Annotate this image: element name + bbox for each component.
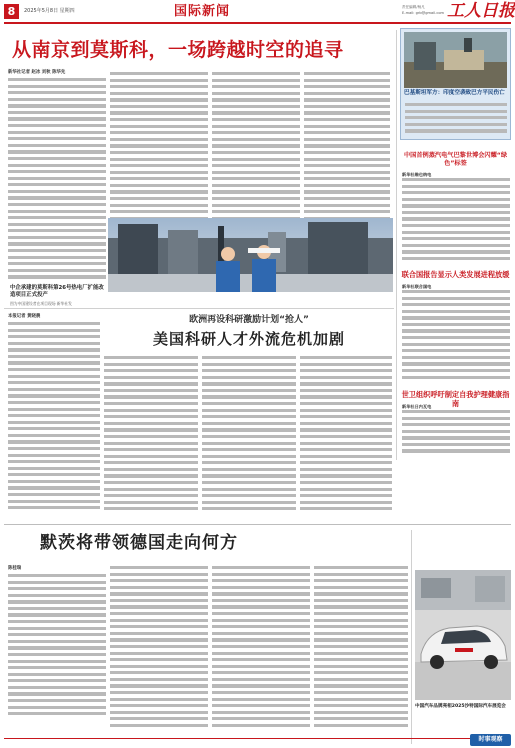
side-story-3-headline: 世卫组织呼吁制定自我护理健康指南 — [401, 390, 510, 408]
side-story-1-text — [402, 178, 510, 268]
middle-top-rule — [4, 308, 394, 309]
side-story-1-headline: 中国首例蒸汽电气巴黎世博会闪耀“绿色”标签 — [403, 152, 508, 167]
middle-kicker: 欧洲再设科研激励计划“抢人” — [189, 315, 309, 325]
side-story-3-text — [402, 410, 510, 456]
side-story-1-lead: 新华社维也纳电 — [402, 172, 432, 177]
editor-line: 责任编辑/杨凡 — [402, 5, 425, 9]
bottom-top-rule — [4, 524, 511, 525]
side-story-2-lead: 新华社联合国电 — [402, 284, 432, 289]
bottom-divider — [411, 530, 412, 744]
page-number: 8 — [7, 5, 16, 18]
middle-byline: 本报记者 黄晓晨 — [8, 314, 41, 319]
car-photo-caption: 中国汽车品牌亮相2025沙特国际汽车展览会 — [415, 704, 506, 709]
main-headline: 从南京到莫斯科，一场跨越时空的追寻 — [12, 39, 344, 61]
header-rule — [4, 22, 511, 24]
bottom-text-col-3 — [212, 566, 310, 736]
main-photo-credit: 图为中国建设者在项目现场 新华社发 — [10, 301, 72, 306]
section-name: 国际新闻 — [174, 4, 231, 19]
side-story-2-headline: 联合国报告显示人类发展进程放缓 — [401, 270, 510, 279]
main-byline: 新华社记者 赵冰 刘秋 陈华先 — [8, 70, 66, 75]
car-photo — [415, 570, 511, 700]
middle-headline: 美国科研人才外流危机加剧 — [152, 330, 345, 348]
right-top-box — [400, 28, 511, 140]
bottom-text-col-2 — [110, 566, 208, 736]
email-line: E-mail: grb@gmail.com — [402, 11, 445, 15]
footer-bar — [4, 738, 511, 739]
footer-brand: 时事观察 — [478, 736, 503, 743]
bottom-byline: 陈桂瑞 — [8, 566, 22, 571]
main-story-photo — [108, 218, 393, 292]
middle-text-col-1 — [8, 322, 100, 518]
box-photo — [404, 32, 507, 88]
side-story-2-text — [402, 290, 510, 384]
middle-text-col-4 — [300, 356, 392, 518]
masthead-logo: 工人日报 — [447, 1, 515, 21]
middle-text-col-3 — [202, 356, 296, 518]
box-headline: 巴基斯坦军方：印度空袭致巴方平民伤亡 — [404, 90, 505, 96]
main-text-col-1 — [8, 78, 106, 282]
side-story-3-lead: 新华社日内瓦电 — [402, 404, 432, 409]
middle-text-col-2 — [104, 356, 198, 518]
column-divider — [396, 30, 397, 460]
main-photo-caption: 中企承建的莫斯科第26号热电厂扩能改造项目正式投产 — [10, 285, 104, 298]
bottom-headline: 默茨将带领德国走向何方 — [40, 533, 238, 553]
box-text — [405, 103, 507, 137]
issue-date: 2025年5月8日 星期四 — [24, 8, 75, 14]
bottom-text-col-1 — [8, 574, 106, 724]
bottom-text-col-4 — [314, 566, 408, 736]
